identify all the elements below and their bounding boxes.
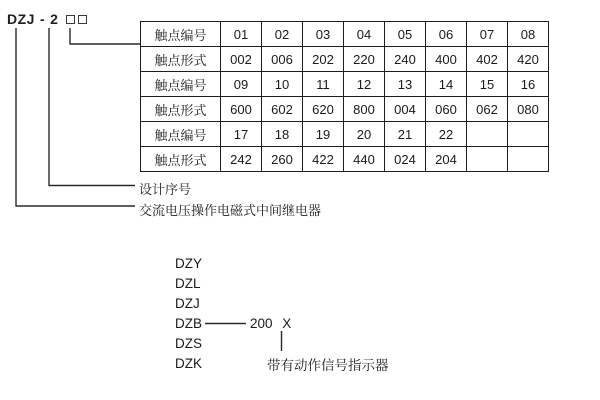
- table-row: [141, 22, 549, 47]
- placeholder-box-2: [78, 15, 87, 24]
- table-cell: 062: [467, 97, 508, 122]
- table-cell: 03: [303, 22, 344, 47]
- table-cell: 420: [508, 47, 549, 72]
- table-cell: 01: [221, 22, 262, 47]
- row-label: 触点编号: [141, 122, 221, 147]
- model-item-dzb: DZB: [175, 315, 202, 331]
- placeholder-box-1: [66, 15, 75, 24]
- table-cell: 06: [426, 22, 467, 47]
- model-item-dzs: DZS: [175, 335, 202, 351]
- model-item-dzk: DZK: [175, 356, 202, 372]
- table-cell: 400: [426, 47, 467, 72]
- relay-description-label: 交流电压操作电磁式中间继电器: [139, 203, 322, 218]
- table-cell: 800: [344, 97, 385, 122]
- table-cell: 16: [508, 72, 549, 97]
- table-cell: 240: [385, 47, 426, 72]
- table-row: [141, 147, 549, 172]
- table-cell: 242: [221, 147, 262, 172]
- table-row: [141, 97, 549, 122]
- model-item-dzj: DZJ: [175, 295, 200, 311]
- table-cell: 17: [221, 122, 262, 147]
- table-cell: 422: [303, 147, 344, 172]
- table-cell: 004: [385, 97, 426, 122]
- leader-line-contact-table: [70, 28, 140, 44]
- table-cell: 620: [303, 97, 344, 122]
- leader-line-design-serial: [49, 28, 135, 186]
- table-cell: 20: [344, 122, 385, 147]
- model-separator: -: [39, 11, 46, 27]
- table-cell: 05: [385, 22, 426, 47]
- model-family-list: [175, 253, 202, 374]
- table-cell: 21: [385, 122, 426, 147]
- table-cell: 04: [344, 22, 385, 47]
- model-prefix: DZJ: [7, 11, 35, 27]
- spec-table-body: [141, 22, 549, 172]
- table-cell: 440: [344, 147, 385, 172]
- table-cell: 002: [221, 47, 262, 72]
- table-row: [141, 72, 549, 97]
- table-cell: 02: [262, 22, 303, 47]
- table-cell: 600: [221, 97, 262, 122]
- table-cell: 19: [303, 122, 344, 147]
- table-cell: [467, 147, 508, 172]
- table-cell: 09: [221, 72, 262, 97]
- model-item-dzl: DZL: [175, 275, 201, 291]
- model-series: 2: [50, 11, 59, 27]
- table-cell: 006: [262, 47, 303, 72]
- table-cell: 12: [344, 72, 385, 97]
- table-cell: 080: [508, 97, 549, 122]
- table-cell: 07: [467, 22, 508, 47]
- dzb-model-value: 200 X: [250, 316, 292, 331]
- row-label: 触点形式: [141, 147, 221, 172]
- table-cell: 22: [426, 122, 467, 147]
- table-cell: 260: [262, 147, 303, 172]
- leader-line-relay-type: [16, 28, 135, 206]
- model-item-dzy: DZY: [175, 255, 202, 271]
- table-cell: 11: [303, 72, 344, 97]
- table-cell: [508, 122, 549, 147]
- table-cell: 220: [344, 47, 385, 72]
- table-cell: 18: [262, 122, 303, 147]
- table-cell: 202: [303, 47, 344, 72]
- table-cell: 15: [467, 72, 508, 97]
- table-cell: 204: [426, 147, 467, 172]
- action-signal-indicator-note: 带有动作信号指示器: [267, 358, 389, 373]
- row-label: 触点编号: [141, 72, 221, 97]
- table-cell: [467, 122, 508, 147]
- table-cell: 024: [385, 147, 426, 172]
- model-designation: [7, 11, 87, 27]
- design-serial-label: 设计序号: [139, 182, 192, 197]
- contact-spec-table: [140, 21, 549, 172]
- table-cell: 13: [385, 72, 426, 97]
- table-cell: 08: [508, 22, 549, 47]
- table-cell: [508, 147, 549, 172]
- row-label: 触点形式: [141, 97, 221, 122]
- table-row: [141, 47, 549, 72]
- table-cell: 14: [426, 72, 467, 97]
- row-label: 触点形式: [141, 47, 221, 72]
- table-row: [141, 122, 549, 147]
- table-cell: 402: [467, 47, 508, 72]
- table-cell: 060: [426, 97, 467, 122]
- table-cell: 602: [262, 97, 303, 122]
- row-label: 触点编号: [141, 22, 221, 47]
- table-cell: 10: [262, 72, 303, 97]
